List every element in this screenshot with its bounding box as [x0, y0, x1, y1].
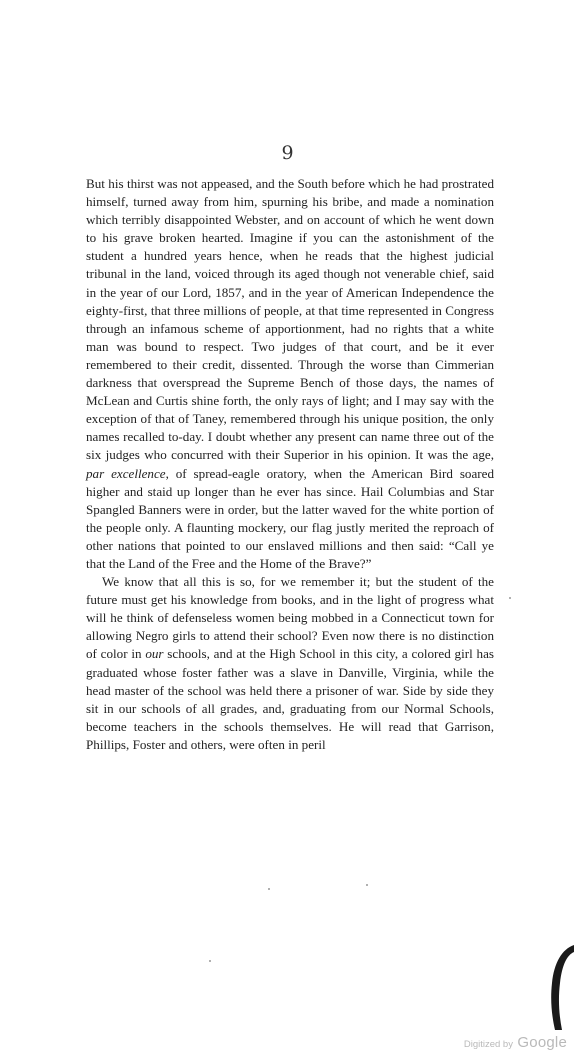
scan-speck — [209, 960, 211, 962]
paragraph-1-text-b: , of spread-eagle oratory, when the American Bird soared higher and staid up longer than he ever has since. Hail Columbias and Star Spangled Banners were in order, but the latter waved for the white portion of the people only. A flaunting mockery, our flag justly merited the reproach of other nations that pointed to our enslaved millions and then said: “Call ye that the Land of the Free and the Home of the Brave?” — [86, 465, 494, 571]
paragraph-1-text-a: But his thirst was not appeased, and the South before which he had prostrated himself, turned away from him, spurning his bribe, and made a nomination which terribly disappointed Webster, and on account of which he went down to his grave broken hearted. Imagine if you can the astonishment of the student a hundred years hence, when he reads that the highest judicial tribunal in the land, voiced through its aged though not venerable chief, said in the year of our Lord, 1857, and in the year of American Independence the eighty-first, that three millions of people, at that time represented in Congress through an infamous scheme of apportionment, had no rights that a white man was bound to respect. Two judges of that court, and be it ever remembered to their credit, dissented. Through the worse than Cimmerian darkness that overspread the Supreme Bench of those days, the names of McLean and Curtis shine forth, the only rays of light; and I may say with the exception of that of Taney, remembered through his unique position, the only names recalled to-day. I doubt whether any present can name three out of the six judges who concurred with their Superior in his opinion. It was the age, — [86, 176, 494, 463]
scan-speck — [366, 884, 368, 886]
body-text — [86, 175, 494, 754]
paragraph-2-italic-word: our — [145, 646, 164, 662]
scan-speck — [509, 597, 511, 599]
digitized-by-google-watermark — [464, 1034, 567, 1052]
paragraph-2-text-b: schools, and at the High School in this city, a colored girl has graduated whose foster father was a slave in Danville, Virginia, while the head master of the school was held there a prisoner of war. Side by side they sit in our schools of all grades, and, graduating from our Normal Schools, become teachers in the schools themselves. He will read that Garrison, Phillips, Foster and others, were often in peril — [86, 646, 494, 752]
paragraph-1 — [86, 175, 494, 573]
page-edge-mark — [544, 935, 574, 1030]
watermark-prefix: Digitized by — [463, 1039, 513, 1050]
google-logo: Google — [517, 1034, 567, 1051]
paragraph-2 — [86, 573, 494, 754]
paragraph-1-italic-phrase: par excellence — [86, 465, 166, 481]
page-number: 9 — [281, 142, 294, 164]
scan-speck — [268, 888, 270, 890]
paragraph-2-text-a: We know that all this is so, for we remember it; but the student of the future must get his knowledge from books, and in the light of progress what will he think of defenseless women being mobbed in a Connecticut town for allowing Negro girls to attend their school? Even now there is no distinction of color in — [86, 574, 494, 662]
